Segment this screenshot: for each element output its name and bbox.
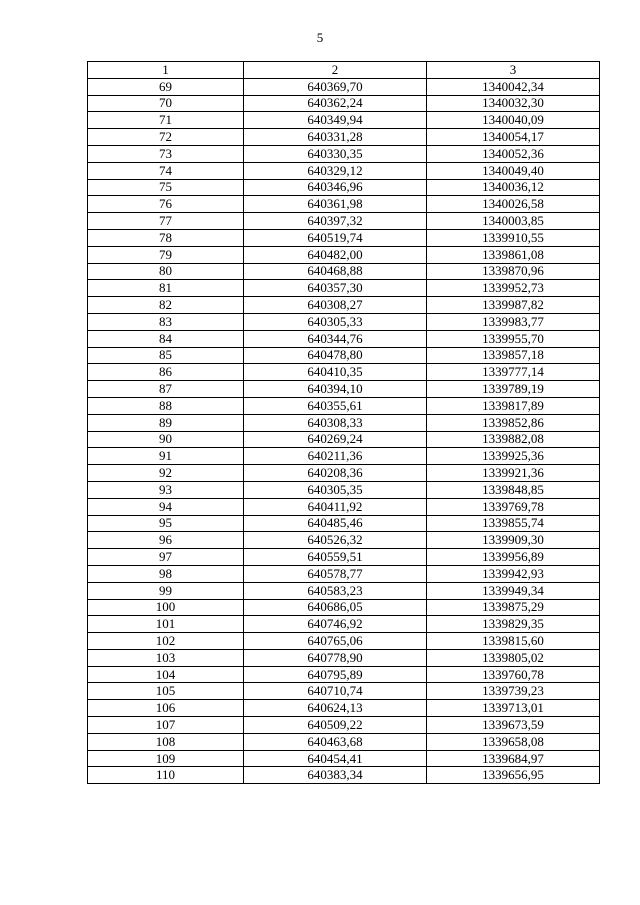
point-number-cell: 80 xyxy=(88,263,244,280)
x-coordinate-cell: 640394,10 xyxy=(244,381,427,398)
x-coordinate-cell: 640485,46 xyxy=(244,515,427,532)
y-coordinate-cell: 1340049,40 xyxy=(427,162,600,179)
table-row xyxy=(88,414,600,431)
x-coordinate-cell: 640329,12 xyxy=(244,162,427,179)
table-row xyxy=(88,750,600,767)
point-number-cell: 96 xyxy=(88,532,244,549)
y-coordinate-cell: 1339909,30 xyxy=(427,532,600,549)
point-number-cell: 83 xyxy=(88,313,244,330)
y-coordinate-cell: 1339949,34 xyxy=(427,582,600,599)
x-coordinate-cell: 640410,35 xyxy=(244,364,427,381)
table-row xyxy=(88,582,600,599)
y-coordinate-cell: 1339760,78 xyxy=(427,666,600,683)
x-coordinate-cell: 640478,80 xyxy=(244,347,427,364)
x-coordinate-cell: 640624,13 xyxy=(244,700,427,717)
x-coordinate-cell: 640519,74 xyxy=(244,229,427,246)
x-coordinate-cell: 640746,92 xyxy=(244,616,427,633)
x-coordinate-cell: 640526,32 xyxy=(244,532,427,549)
table-row xyxy=(88,213,600,230)
point-number-cell: 82 xyxy=(88,297,244,314)
point-number-cell: 93 xyxy=(88,481,244,498)
point-number-cell: 100 xyxy=(88,599,244,616)
table-header-row xyxy=(88,62,600,79)
x-coordinate-cell: 640559,51 xyxy=(244,549,427,566)
table-row xyxy=(88,565,600,582)
y-coordinate-cell: 1339870,96 xyxy=(427,263,600,280)
point-number-cell: 85 xyxy=(88,347,244,364)
point-number-cell: 103 xyxy=(88,649,244,666)
table-row xyxy=(88,179,600,196)
point-number-cell: 102 xyxy=(88,633,244,650)
y-coordinate-cell: 1340052,36 xyxy=(427,145,600,162)
x-coordinate-cell: 640349,94 xyxy=(244,112,427,129)
y-coordinate-cell: 1339769,78 xyxy=(427,498,600,515)
point-number-cell: 86 xyxy=(88,364,244,381)
y-coordinate-cell: 1340040,09 xyxy=(427,112,600,129)
x-coordinate-cell: 640454,41 xyxy=(244,750,427,767)
point-number-cell: 91 xyxy=(88,448,244,465)
table-row xyxy=(88,616,600,633)
point-number-cell: 90 xyxy=(88,431,244,448)
point-number-cell: 79 xyxy=(88,246,244,263)
page-number: 5 xyxy=(316,30,324,45)
point-number-cell: 94 xyxy=(88,498,244,515)
y-coordinate-cell: 1339952,73 xyxy=(427,280,600,297)
point-number-cell: 108 xyxy=(88,733,244,750)
table-row xyxy=(88,397,600,414)
y-coordinate-cell: 1339829,35 xyxy=(427,616,600,633)
x-coordinate-cell: 640468,88 xyxy=(244,263,427,280)
x-coordinate-cell: 640710,74 xyxy=(244,683,427,700)
table-row xyxy=(88,599,600,616)
table-row xyxy=(88,481,600,498)
y-coordinate-cell: 1340003,85 xyxy=(427,213,600,230)
table-row xyxy=(88,448,600,465)
table-row xyxy=(88,347,600,364)
point-number-cell: 76 xyxy=(88,196,244,213)
y-coordinate-cell: 1339848,85 xyxy=(427,481,600,498)
x-coordinate-cell: 640208,36 xyxy=(244,465,427,482)
y-coordinate-cell: 1339956,89 xyxy=(427,549,600,566)
point-number-cell: 69 xyxy=(88,78,244,95)
x-coordinate-cell: 640305,35 xyxy=(244,481,427,498)
point-number-cell: 92 xyxy=(88,465,244,482)
column-header-2: 2 xyxy=(244,62,427,79)
y-coordinate-cell: 1339789,19 xyxy=(427,381,600,398)
y-coordinate-cell: 1340026,58 xyxy=(427,196,600,213)
point-number-cell: 104 xyxy=(88,666,244,683)
table-row xyxy=(88,246,600,263)
table-row xyxy=(88,532,600,549)
table-row xyxy=(88,145,600,162)
point-number-cell: 77 xyxy=(88,213,244,230)
x-coordinate-cell: 640344,76 xyxy=(244,330,427,347)
y-coordinate-cell: 1339855,74 xyxy=(427,515,600,532)
y-coordinate-cell: 1340042,34 xyxy=(427,78,600,95)
table-row xyxy=(88,297,600,314)
column-header-1: 1 xyxy=(88,62,244,79)
x-coordinate-cell: 640578,77 xyxy=(244,565,427,582)
point-number-cell: 78 xyxy=(88,229,244,246)
table-row xyxy=(88,330,600,347)
table-row xyxy=(88,717,600,734)
x-coordinate-cell: 640330,35 xyxy=(244,145,427,162)
point-number-cell: 89 xyxy=(88,414,244,431)
table-row xyxy=(88,95,600,112)
x-coordinate-cell: 640778,90 xyxy=(244,649,427,666)
y-coordinate-cell: 1339955,70 xyxy=(427,330,600,347)
x-coordinate-cell: 640686,05 xyxy=(244,599,427,616)
table-row xyxy=(88,280,600,297)
table-row xyxy=(88,498,600,515)
x-coordinate-cell: 640308,33 xyxy=(244,414,427,431)
point-number-cell: 70 xyxy=(88,95,244,112)
y-coordinate-cell: 1339673,59 xyxy=(427,717,600,734)
point-number-cell: 73 xyxy=(88,145,244,162)
y-coordinate-cell: 1339713,01 xyxy=(427,700,600,717)
y-coordinate-cell: 1339684,97 xyxy=(427,750,600,767)
point-number-cell: 98 xyxy=(88,565,244,582)
table-row xyxy=(88,515,600,532)
y-coordinate-cell: 1339805,02 xyxy=(427,649,600,666)
y-coordinate-cell: 1339942,93 xyxy=(427,565,600,582)
table-row xyxy=(88,465,600,482)
y-coordinate-cell: 1339910,55 xyxy=(427,229,600,246)
y-coordinate-cell: 1339817,89 xyxy=(427,397,600,414)
point-number-cell: 95 xyxy=(88,515,244,532)
point-number-cell: 107 xyxy=(88,717,244,734)
point-number-cell: 75 xyxy=(88,179,244,196)
y-coordinate-cell: 1340036,12 xyxy=(427,179,600,196)
point-number-cell: 109 xyxy=(88,750,244,767)
y-coordinate-cell: 1339656,95 xyxy=(427,767,600,784)
table-row xyxy=(88,196,600,213)
x-coordinate-cell: 640357,30 xyxy=(244,280,427,297)
point-number-cell: 105 xyxy=(88,683,244,700)
x-coordinate-cell: 640269,24 xyxy=(244,431,427,448)
table-row xyxy=(88,263,600,280)
y-coordinate-cell: 1339987,82 xyxy=(427,297,600,314)
point-number-cell: 99 xyxy=(88,582,244,599)
x-coordinate-cell: 640795,89 xyxy=(244,666,427,683)
x-coordinate-cell: 640331,28 xyxy=(244,129,427,146)
x-coordinate-cell: 640361,98 xyxy=(244,196,427,213)
point-number-cell: 110 xyxy=(88,767,244,784)
table-row xyxy=(88,700,600,717)
x-coordinate-cell: 640509,22 xyxy=(244,717,427,734)
table-row xyxy=(88,733,600,750)
table-row xyxy=(88,229,600,246)
x-coordinate-cell: 640397,32 xyxy=(244,213,427,230)
point-number-cell: 72 xyxy=(88,129,244,146)
y-coordinate-cell: 1339875,29 xyxy=(427,599,600,616)
table-row xyxy=(88,431,600,448)
y-coordinate-cell: 1339739,23 xyxy=(427,683,600,700)
table-row xyxy=(88,666,600,683)
table-row xyxy=(88,129,600,146)
x-coordinate-cell: 640355,61 xyxy=(244,397,427,414)
point-number-cell: 74 xyxy=(88,162,244,179)
coordinates-table xyxy=(87,61,600,784)
table-row xyxy=(88,633,600,650)
x-coordinate-cell: 640211,36 xyxy=(244,448,427,465)
x-coordinate-cell: 640583,23 xyxy=(244,582,427,599)
x-coordinate-cell: 640308,27 xyxy=(244,297,427,314)
y-coordinate-cell: 1339925,36 xyxy=(427,448,600,465)
point-number-cell: 97 xyxy=(88,549,244,566)
point-number-cell: 87 xyxy=(88,381,244,398)
y-coordinate-cell: 1339983,77 xyxy=(427,313,600,330)
column-header-3: 3 xyxy=(427,62,600,79)
point-number-cell: 106 xyxy=(88,700,244,717)
table-body xyxy=(88,78,600,783)
point-number-cell: 71 xyxy=(88,112,244,129)
x-coordinate-cell: 640346,96 xyxy=(244,179,427,196)
table-row xyxy=(88,313,600,330)
y-coordinate-cell: 1339658,08 xyxy=(427,733,600,750)
table-row xyxy=(88,364,600,381)
x-coordinate-cell: 640411,92 xyxy=(244,498,427,515)
point-number-cell: 101 xyxy=(88,616,244,633)
x-coordinate-cell: 640482,00 xyxy=(244,246,427,263)
x-coordinate-cell: 640463,68 xyxy=(244,733,427,750)
y-coordinate-cell: 1340032,30 xyxy=(427,95,600,112)
y-coordinate-cell: 1339882,08 xyxy=(427,431,600,448)
point-number-cell: 84 xyxy=(88,330,244,347)
table-row xyxy=(88,381,600,398)
y-coordinate-cell: 1339857,18 xyxy=(427,347,600,364)
x-coordinate-cell: 640383,34 xyxy=(244,767,427,784)
x-coordinate-cell: 640369,70 xyxy=(244,78,427,95)
y-coordinate-cell: 1339861,08 xyxy=(427,246,600,263)
y-coordinate-cell: 1339777,14 xyxy=(427,364,600,381)
table-row xyxy=(88,767,600,784)
x-coordinate-cell: 640765,06 xyxy=(244,633,427,650)
table-row xyxy=(88,112,600,129)
x-coordinate-cell: 640362,24 xyxy=(244,95,427,112)
y-coordinate-cell: 1340054,17 xyxy=(427,129,600,146)
table-row xyxy=(88,78,600,95)
y-coordinate-cell: 1339921,36 xyxy=(427,465,600,482)
y-coordinate-cell: 1339852,86 xyxy=(427,414,600,431)
table-row xyxy=(88,162,600,179)
table-row xyxy=(88,549,600,566)
y-coordinate-cell: 1339815,60 xyxy=(427,633,600,650)
table-row xyxy=(88,683,600,700)
x-coordinate-cell: 640305,33 xyxy=(244,313,427,330)
point-number-cell: 88 xyxy=(88,397,244,414)
table-row xyxy=(88,649,600,666)
point-number-cell: 81 xyxy=(88,280,244,297)
